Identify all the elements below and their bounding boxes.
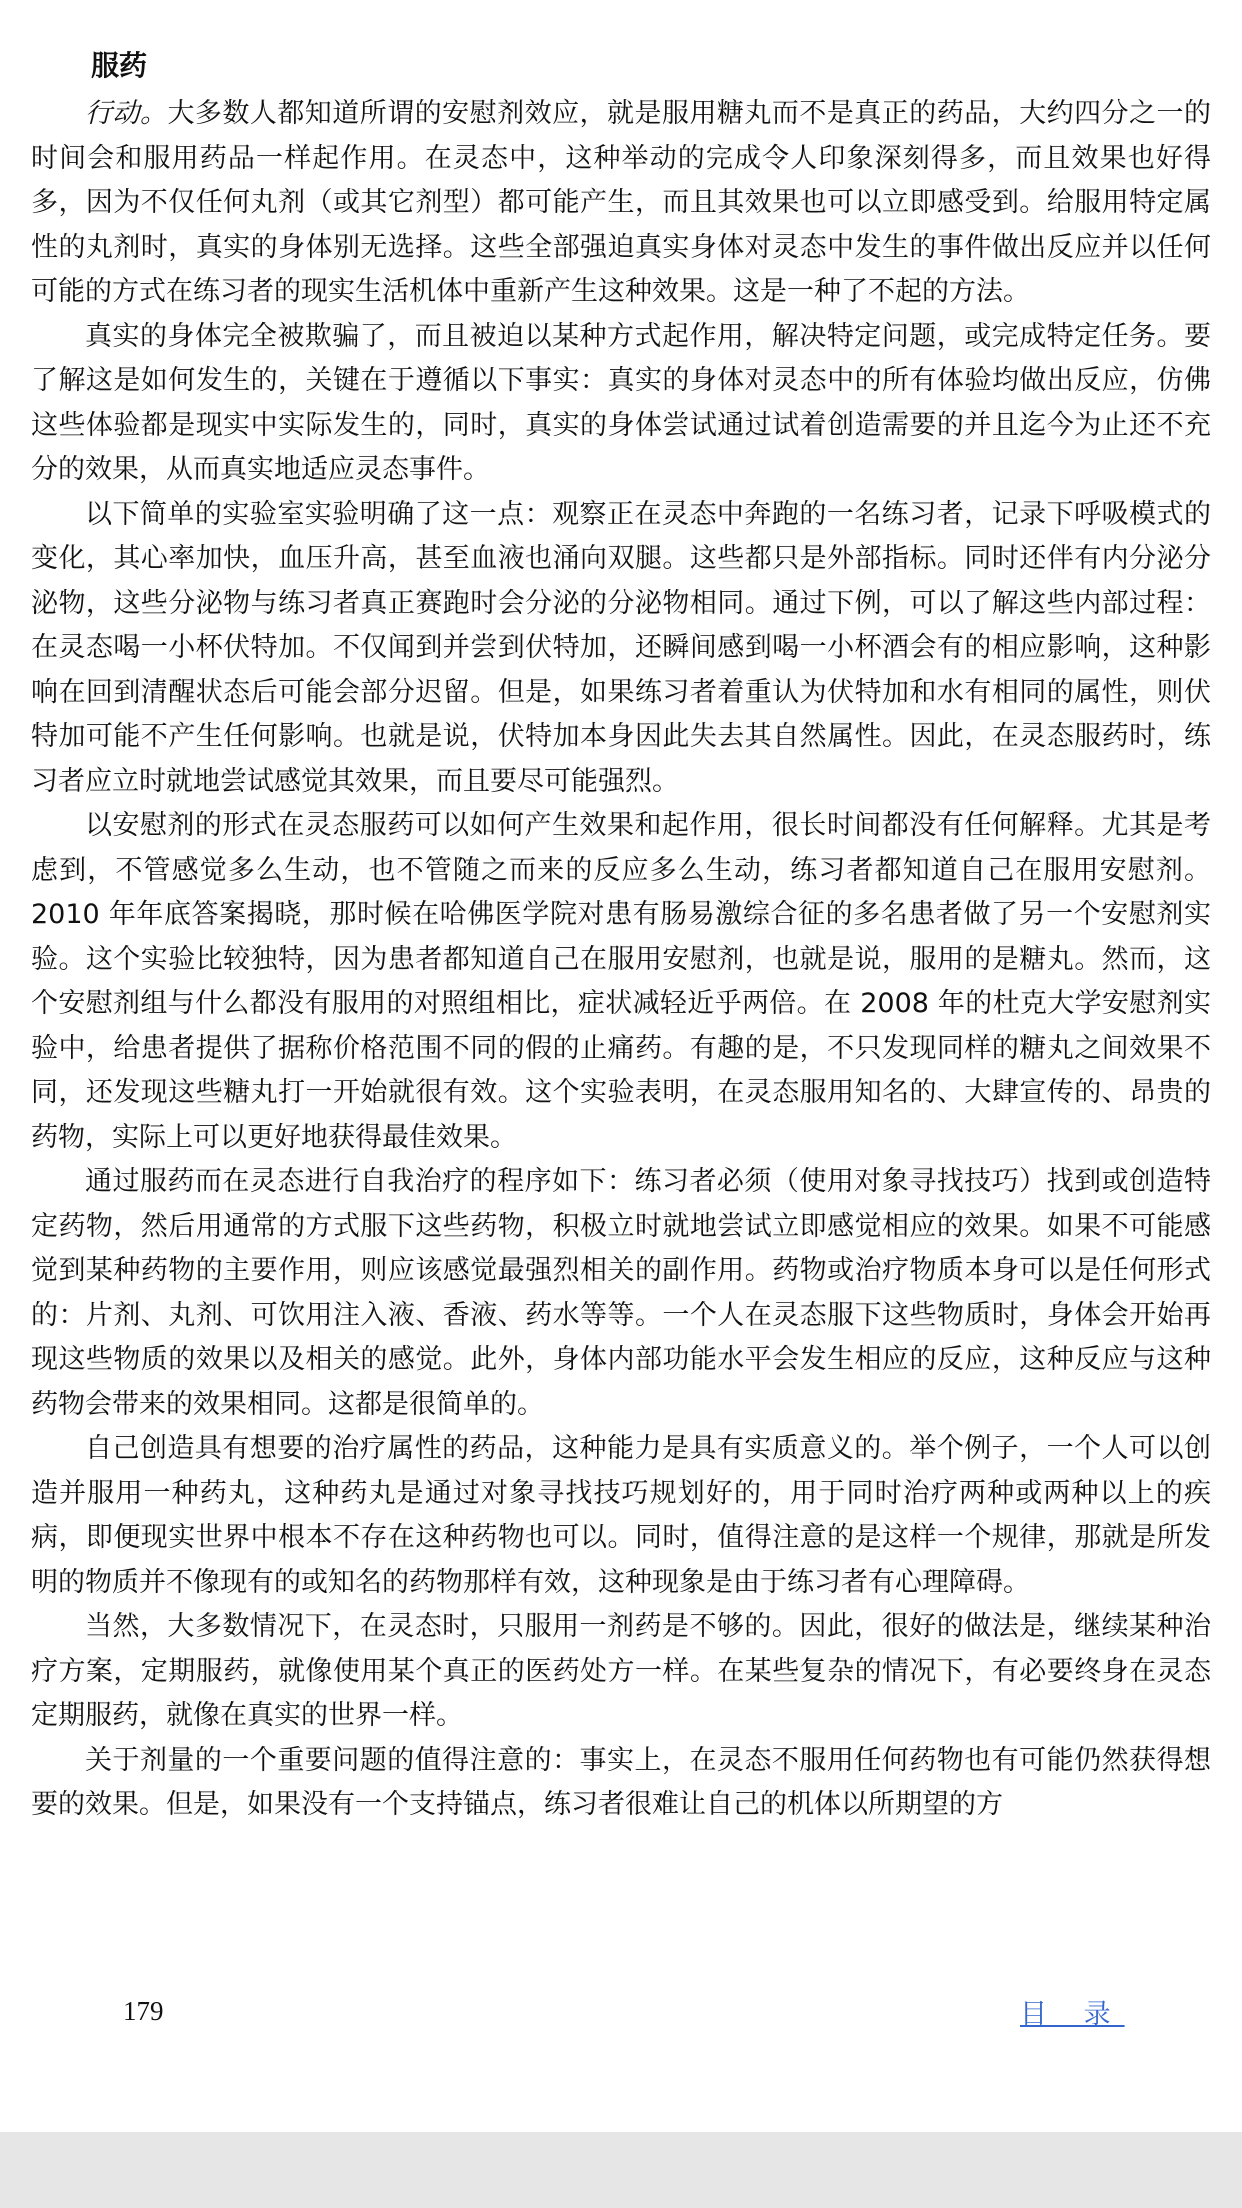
document-body	[31, 40, 1211, 1828]
paragraph-3: 以下简单的实验室实验明确了这一点：观察正在灵态中奔跑的一名练习者，记录下呼吸模式的变化，其心率加快，血压升高，甚至血液也涌向双腿。这些都只是外部指标。同时还伴有内分泌分泌物，这些分泌物与练习者真正赛跑时会分泌的分泌物相同。通过下例，可以了解这些内部过程：在灵态喝一小杯伏特加。不仅闻到并尝到伏特加，还瞬间感到喝一小杯酒会有的相应影响，这种影响在回到清醒状态后可能会部分迟留。但是，如果练习者着重认为伏特加和水有相同的属性，则伏特加可能不产生任何影响。也就是说，伏特加本身因此失去其自然属性。因此，在灵态服药时，练习者应立时就地尝试感觉其效果，而且要尽可能强烈。	[31, 498, 1211, 797]
paragraph-8: 关于剂量的一个重要问题的值得注意的：事实上，在灵态不服用任何药物也有可能仍然获得想要的效果。但是，如果没有一个支持锚点，练习者很难让自己的机体以所期望的方	[31, 1744, 1211, 1820]
paragraph-5: 通过服药而在灵态进行自我治疗的程序如下：练习者必须（使用对象寻找技巧）找到或创造特定药物，然后用通常的方式服下这些药物，积极立时就地尝试立即感觉相应的效果。如果不可能感觉到某种药物的主要作用，则应该感觉最强烈相关的副作用。药物或治疗物质本身可以是任何形式的：片剂、丸剂、可饮用注入液、香液、药水等等。一个人在灵态服下这些物质时，身体会开始再现这些物质的效果以及相关的感觉。此外，身体内部功能水平会发生相应的反应，这种反应与这种药物会带来的效果相同。这都是很简单的。	[31, 1166, 1211, 1420]
bottom-bar	[0, 2132, 1242, 2208]
table-of-contents-link[interactable]: 目 录	[1020, 1999, 1125, 2030]
paragraph-text: 大多数人都知道所谓的安慰剂效应，就是服用糖丸而不是真正的药品，大约四分之一的时间会和服用药品一样起作用。在灵态中，这种举动的完成令人印象深刻得多，而且效果也好得多，因为不仅任何丸剂（或其它剂型）都可能产生，而且其效果也可以立即感受到。给服用特定属性的丸剂时，真实的身体别无选择。这些全部强迫真实身体对灵态中发生的事件做出反应并以任何可能的方式在练习者的现实生活机体中重新产生这种效果。这是一种了不起的方法。	[31, 98, 1212, 307]
section-heading: 服药	[91, 49, 148, 82]
paragraph-7: 当然，大多数情况下，在灵态时，只服用一剂药是不够的。因此，很好的做法是，继续某种治疗方案，定期服药，就像使用某个真正的医药处方一样。在某些复杂的情况下，有必要终身在灵态定期服药，就像在真实的世界一样。	[31, 1611, 1211, 1731]
paragraph-6: 自己创造具有想要的治疗属性的药品，这种能力是具有实质意义的。举个例子，一个人可以创造并服用一种药丸，这种药丸是通过对象寻找技巧规划好的，用于同时治疗两种或两种以上的疾病，即便现实世界中根本不存在这种药物也可以。同时，值得注意的是这样一个规律，那就是所发明的物质并不像现有的或知名的药物那样有效，这种现象是由于练习者有心理障碍。	[31, 1433, 1211, 1598]
page-number: 179	[123, 1996, 164, 2026]
paragraph-1	[31, 92, 1211, 315]
paragraph-4: 以安慰剂的形式在灵态服药可以如何产生效果和起作用，很长时间都没有任何解释。尤其是考虑到，不管感觉多么生动，也不管随之而来的反应多么生动，练习者都知道自己在服用安慰剂。2010 年年底答案揭晓，那时候在哈佛医学院对患有肠易激综合征的多名患者做了另一个安慰剂实验。这个实验比较独特，因为患者都知道自己在服用安慰剂，也就是说，服用的是糖丸。然而，这个安慰剂组与什么都没有服用的对照组相比，症状减轻近乎两倍。在 2008 年的杜克大学安慰剂实验中，给患者提供了据称价格范围不同的假的止痛药。有趣的是，不只发现同样的糖丸之间效果不同，还发现这些糖丸打一开始就很有效。这个实验表明，在灵态服用知名的、大肆宣传的、昂贵的药物，实际上可以更好地获得最佳效果。	[31, 810, 1211, 1153]
paragraph-lead: 行动。	[85, 98, 168, 129]
paragraph-2: 真实的身体完全被欺骗了，而且被迫以某种方式起作用，解决特定问题，或完成特定任务。要了解这是如何发生的，关键在于遵循以下事实：真实的身体对灵态中的所有体验均做出反应，仿佛这些体验都是现实中实际发生的，同时，真实的身体尝试通过试着创造需要的并且迄今为止还不充分的效果，从而真实地适应灵态事件。	[31, 320, 1211, 485]
